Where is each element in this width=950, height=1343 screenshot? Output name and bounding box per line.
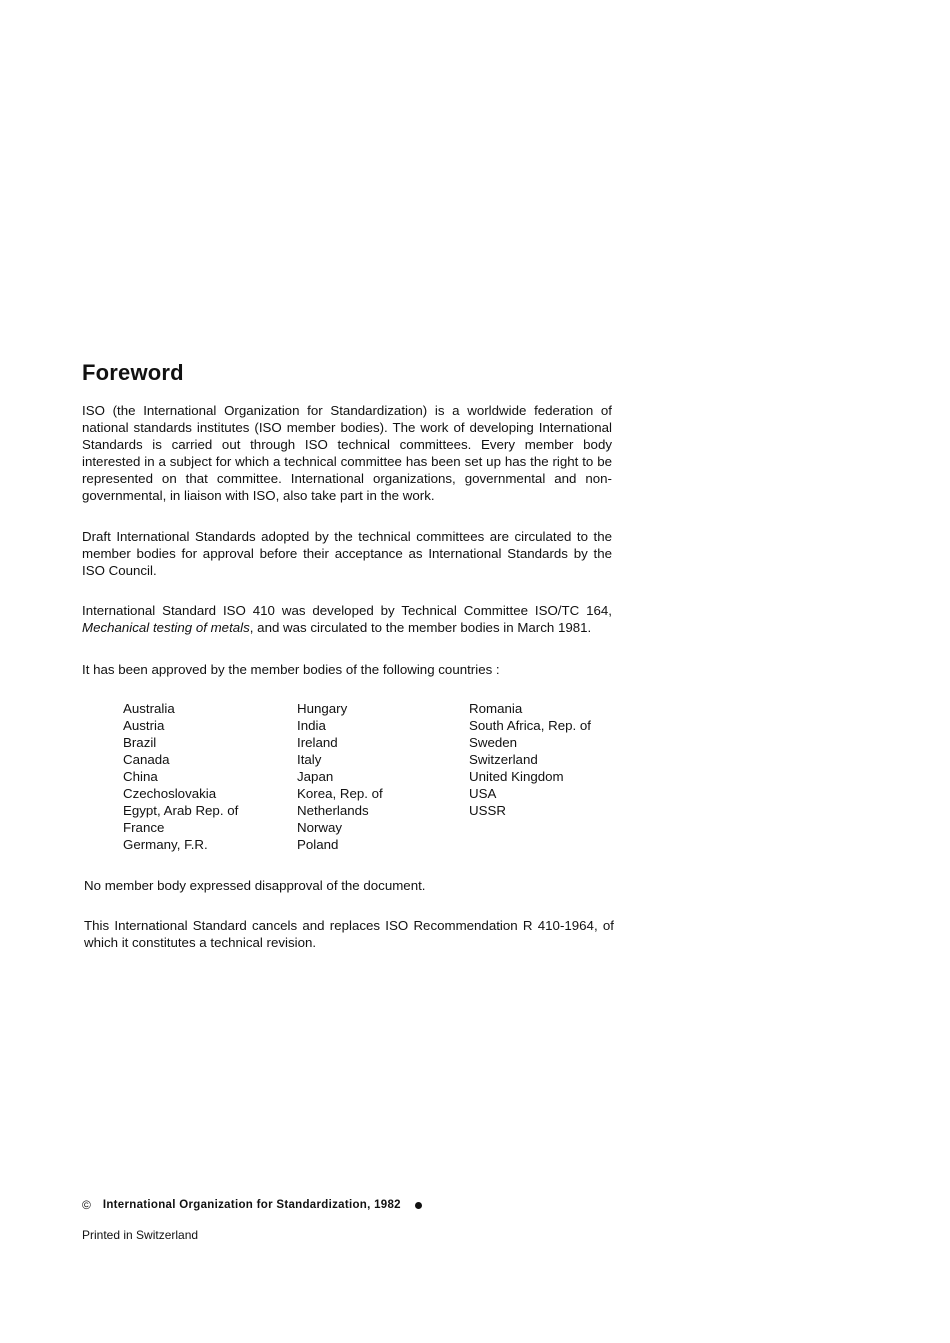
country-item: Czechoslovakia: [123, 786, 217, 801]
country-item: Italy: [297, 752, 322, 767]
country-item: China: [123, 769, 158, 784]
country-item: Australia: [123, 701, 175, 716]
country-list-column-3: [469, 700, 591, 819]
foreword-paragraph-6: This International Standard cancels and replaces ISO Recommendation R 410-1964, of which it constitutes a technical revision.: [84, 918, 614, 950]
paragraph-3-start: International Standard ISO 410 was developed by Technical Committee ISO/TC 164,: [82, 603, 612, 618]
country-item: South Africa, Rep. of: [469, 718, 591, 733]
country-item: Egypt, Arab Rep. of: [123, 803, 239, 818]
country-item: USSR: [469, 803, 506, 818]
country-item: Hungary: [297, 701, 348, 716]
country-item: Netherlands: [297, 803, 369, 818]
country-item: Brazil: [123, 735, 157, 750]
country-item: Sweden: [469, 735, 518, 750]
country-item: Japan: [297, 769, 334, 784]
foreword-paragraph-3: [82, 602, 612, 636]
foreword-paragraph-1: ISO (the International Organization for Standardization) is a worldwide federation of national standards institutes (ISO member bodies). The work of developing International Standards is carried out through ISO technical committees. Every member body interested in a subject for which a technical committee has been set up has the right to be represented on that committee. International organizations, governmental and non-governmental, in liaison with ISO, also take part in the work.: [82, 403, 612, 503]
country-item: Canada: [123, 752, 170, 767]
copyright-icon: ©: [82, 1198, 91, 1212]
country-item: Norway: [297, 820, 343, 835]
foreword-paragraph-4: It has been approved by the member bodies of the following countries :: [82, 662, 500, 677]
copyright-text: International Organization for Standardization, 1982: [102, 1199, 401, 1211]
foreword-paragraph-5: No member body expressed disapproval of the document.: [84, 878, 426, 893]
country-item: Germany, F.R.: [123, 837, 208, 852]
committee-title: Mechanical testing of metals: [82, 620, 250, 635]
paragraph-3-end: , and was circulated to the member bodies in March 1981.: [249, 620, 592, 635]
country-item: Poland: [297, 837, 339, 852]
foreword-paragraph-2: Draft International Standards adopted by the technical committees are circulated to the member bodies for approval before their acceptance as International Standards by the ISO Council.: [82, 529, 612, 578]
country-item: Romania: [469, 701, 523, 716]
country-item: Switzerland: [469, 752, 538, 767]
country-item: France: [123, 820, 165, 835]
country-item: India: [297, 718, 326, 733]
country-list-column-2: [297, 700, 383, 853]
country-item: Austria: [123, 718, 165, 733]
printed-in-note: Printed in Switzerland: [82, 1228, 199, 1242]
page-title: Foreword: [82, 360, 184, 385]
copyright-line: [82, 1198, 422, 1212]
country-item: United Kingdom: [469, 769, 564, 784]
country-item: USA: [469, 786, 497, 801]
country-item: Korea, Rep. of: [297, 786, 383, 801]
country-list-column-1: [123, 700, 238, 853]
bullet-icon: [415, 1202, 422, 1209]
country-item: Ireland: [297, 735, 338, 750]
